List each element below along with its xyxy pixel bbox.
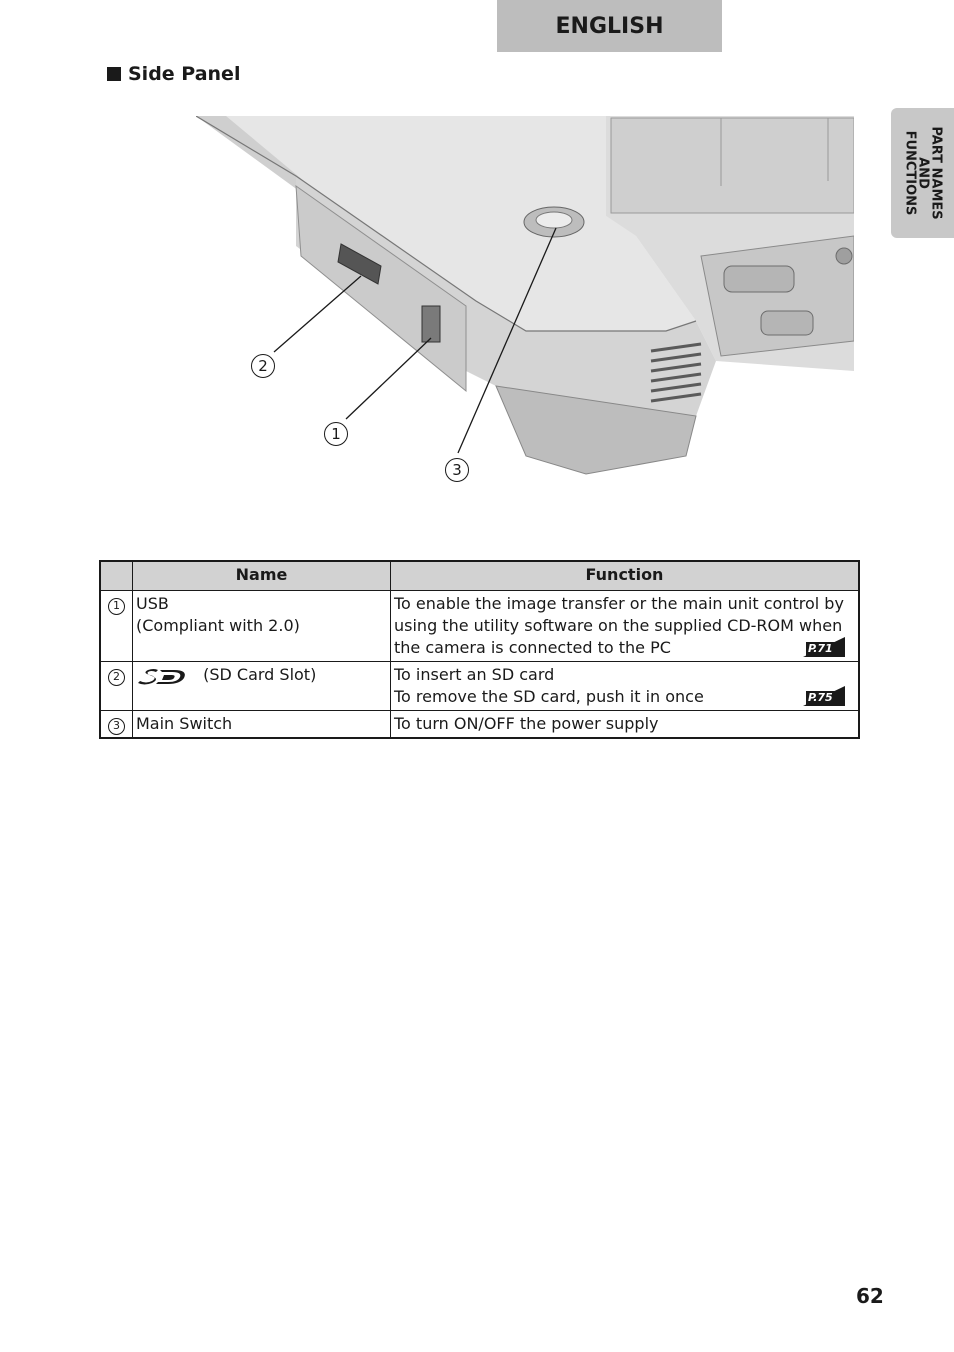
callout-3: 3 <box>445 456 469 482</box>
table-row <box>100 711 859 739</box>
side-tab-line-3: FUNCTIONS <box>902 130 917 216</box>
table-row <box>100 662 859 711</box>
square-bullet-icon <box>107 67 121 81</box>
callout-2: 2 <box>251 352 275 378</box>
chapter-side-tab <box>891 108 954 238</box>
header-name: Name <box>133 561 391 591</box>
table-header-row <box>100 561 859 591</box>
parts-table <box>99 560 860 739</box>
page-reference-icon: P.71 <box>803 637 845 657</box>
row-name: Main Switch <box>133 711 391 739</box>
page-number: 62 <box>856 1284 884 1308</box>
chapter-side-tab-text <box>903 126 942 219</box>
header-function: Function <box>391 561 860 591</box>
row-number: 2 <box>108 669 125 686</box>
table-row <box>100 591 859 662</box>
side-panel-illustration <box>196 116 854 476</box>
language-tab: ENGLISH <box>497 0 722 52</box>
page-reference-icon: P.75 <box>803 686 845 706</box>
section-title <box>107 63 240 85</box>
side-tab-line-1: PART NAMES <box>928 126 943 220</box>
row-name: USB (Compliant with 2.0) <box>133 591 391 662</box>
row-name: (SD Card Slot) <box>133 662 391 711</box>
section-title-text: Side Panel <box>128 63 241 85</box>
callout-1: 1 <box>324 420 348 446</box>
header-number <box>100 561 133 591</box>
row-number: 1 <box>108 598 125 615</box>
row-function: To enable the image transfer or the main unit control by using the utility software on the supplied CD-ROM when the camera is connected to the PC P.71 <box>391 591 860 662</box>
row-number: 3 <box>108 718 125 735</box>
row-function: To turn ON/OFF the power supply <box>391 711 860 739</box>
side-tab-line-2: AND <box>915 157 930 189</box>
row-function: To insert an SD card To remove the SD card, push it in once P.75 <box>391 662 860 711</box>
sd-logo-icon <box>136 667 190 685</box>
